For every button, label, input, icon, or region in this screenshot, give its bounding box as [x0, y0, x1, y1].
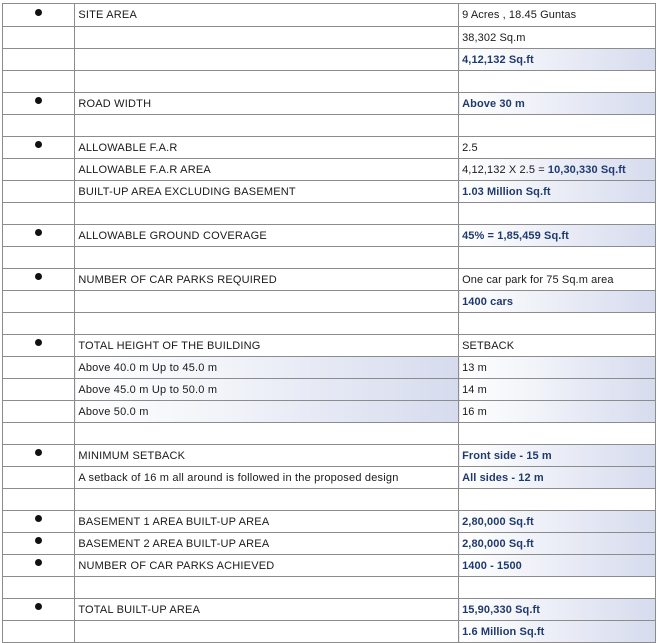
value-cell[interactable]: 9 Acres , 18.45 Guntas — [459, 4, 656, 27]
value-cell[interactable]: All sides - 12 m — [459, 467, 656, 489]
bullet-cell[interactable] — [3, 467, 75, 489]
value-cell[interactable]: 4,12,132 Sq.ft — [459, 49, 656, 71]
value-cell[interactable] — [459, 71, 656, 93]
value-cell[interactable]: 2,80,000 Sq.ft — [459, 511, 656, 533]
bullet-cell[interactable] — [3, 357, 75, 379]
value-cell[interactable] — [459, 423, 656, 445]
label-cell[interactable]: BASEMENT 1 AREA BUILT-UP AREA — [75, 511, 459, 533]
bullet-cell[interactable] — [3, 115, 75, 137]
label-cell[interactable] — [75, 489, 459, 511]
bullet-icon — [35, 141, 42, 148]
value-cell[interactable]: 1.03 Million Sq.ft — [459, 181, 656, 203]
label-cell[interactable] — [75, 577, 459, 599]
value-prefix: 4,12,132 X 2.5 = — [462, 163, 548, 176]
label-cell[interactable]: Above 50.0 m — [75, 401, 459, 423]
value-result: 10,30,330 Sq.ft — [547, 163, 626, 176]
table-row — [3, 49, 656, 71]
table-row — [3, 225, 656, 247]
bullet-cell[interactable] — [3, 533, 75, 555]
bullet-cell[interactable] — [3, 401, 75, 423]
bullet-cell[interactable] — [3, 379, 75, 401]
value-cell[interactable] — [459, 313, 656, 335]
bullet-cell[interactable] — [3, 489, 75, 511]
label-cell[interactable] — [75, 247, 459, 269]
bullet-cell[interactable] — [3, 27, 75, 49]
label-cell[interactable] — [75, 27, 459, 49]
label-cell[interactable] — [75, 313, 459, 335]
table-row — [3, 577, 656, 599]
value-cell[interactable] — [459, 247, 656, 269]
value-cell[interactable] — [459, 489, 656, 511]
label-cell[interactable]: ALLOWABLE F.A.R AREA — [75, 159, 459, 181]
table-row — [3, 599, 656, 621]
value-cell[interactable]: 2,80,000 Sq.ft — [459, 533, 656, 555]
bullet-icon — [35, 229, 42, 236]
bullet-cell[interactable] — [3, 599, 75, 621]
table-row — [3, 401, 656, 423]
table-row — [3, 467, 656, 489]
label-cell[interactable]: TOTAL BUILT-UP AREA — [75, 599, 459, 621]
label-cell[interactable]: Above 40.0 m Up to 45.0 m — [75, 357, 459, 379]
value-cell[interactable] — [459, 577, 656, 599]
value-cell[interactable] — [459, 159, 656, 181]
bullet-cell[interactable] — [3, 335, 75, 357]
value-cell[interactable]: 13 m — [459, 357, 656, 379]
site-data-table-body — [3, 4, 656, 643]
site-data-table — [2, 3, 656, 643]
bullet-cell[interactable] — [3, 93, 75, 115]
label-cell[interactable] — [75, 423, 459, 445]
table-row — [3, 313, 656, 335]
value-cell[interactable] — [459, 115, 656, 137]
table-row — [3, 445, 656, 467]
label-cell[interactable]: Above 45.0 m Up to 50.0 m — [75, 379, 459, 401]
value-cell[interactable]: 38,302 Sq.m — [459, 27, 656, 49]
table-row — [3, 4, 656, 27]
value-cell[interactable]: Above 30 m — [459, 93, 656, 115]
bullet-cell[interactable] — [3, 49, 75, 71]
value-cell[interactable]: One car park for 75 Sq.m area — [459, 269, 656, 291]
bullet-cell[interactable] — [3, 71, 75, 93]
label-cell[interactable]: A setback of 16 m all around is followed in the proposed design — [75, 467, 459, 489]
label-cell[interactable] — [75, 115, 459, 137]
table-row — [3, 159, 656, 181]
value-cell[interactable]: 2.5 — [459, 137, 656, 159]
label-cell[interactable] — [75, 71, 459, 93]
bullet-icon — [35, 603, 42, 610]
bullet-cell[interactable] — [3, 621, 75, 643]
value-cell[interactable]: 1400 cars — [459, 291, 656, 313]
table-row — [3, 115, 656, 137]
table-row — [3, 93, 656, 115]
value-cell[interactable]: 16 m — [459, 401, 656, 423]
label-cell[interactable]: NUMBER OF CAR PARKS ACHIEVED — [75, 555, 459, 577]
label-cell[interactable] — [75, 203, 459, 225]
table-row — [3, 27, 656, 49]
table-row — [3, 71, 656, 93]
value-cell[interactable] — [459, 203, 656, 225]
label-cell[interactable] — [75, 49, 459, 71]
table-row — [3, 335, 656, 357]
bullet-cell[interactable] — [3, 555, 75, 577]
value-cell[interactable]: Front side - 15 m — [459, 445, 656, 467]
value-cell[interactable]: 1.6 Million Sq.ft — [459, 621, 656, 643]
bullet-icon — [35, 97, 42, 104]
table-row — [3, 511, 656, 533]
bullet-cell[interactable] — [3, 511, 75, 533]
table-row — [3, 181, 656, 203]
bullet-cell[interactable] — [3, 247, 75, 269]
table-row — [3, 379, 656, 401]
bullet-icon — [35, 273, 42, 280]
table-row — [3, 137, 656, 159]
label-cell[interactable]: ALLOWABLE GROUND COVERAGE — [75, 225, 459, 247]
bullet-cell[interactable] — [3, 4, 75, 27]
bullet-cell[interactable] — [3, 423, 75, 445]
table-row — [3, 489, 656, 511]
value-cell[interactable]: 1400 - 1500 — [459, 555, 656, 577]
table-row — [3, 203, 656, 225]
value-cell[interactable]: 45% = 1,85,459 Sq.ft — [459, 225, 656, 247]
bullet-icon — [35, 9, 42, 16]
table-row — [3, 533, 656, 555]
label-cell[interactable]: NUMBER OF CAR PARKS REQUIRED — [75, 269, 459, 291]
table-row — [3, 291, 656, 313]
bullet-cell[interactable] — [3, 291, 75, 313]
label-cell[interactable]: SITE AREA — [75, 4, 459, 27]
table-row — [3, 621, 656, 643]
label-cell[interactable]: ROAD WIDTH — [75, 93, 459, 115]
table-row — [3, 247, 656, 269]
label-cell[interactable]: BASEMENT 2 AREA BUILT-UP AREA — [75, 533, 459, 555]
bullet-cell[interactable] — [3, 225, 75, 247]
bullet-cell[interactable] — [3, 313, 75, 335]
table-row — [3, 269, 656, 291]
bullet-icon — [35, 559, 42, 566]
bullet-icon — [35, 515, 42, 522]
label-cell[interactable] — [75, 291, 459, 313]
value-cell[interactable]: SETBACK — [459, 335, 656, 357]
bullet-icon — [35, 449, 42, 456]
bullet-cell[interactable] — [3, 445, 75, 467]
label-cell[interactable]: TOTAL HEIGHT OF THE BUILDING — [75, 335, 459, 357]
bullet-cell[interactable] — [3, 269, 75, 291]
value-cell[interactable]: 15,90,330 Sq.ft — [459, 599, 656, 621]
table-row — [3, 423, 656, 445]
bullet-cell[interactable] — [3, 181, 75, 203]
label-cell[interactable]: MINIMUM SETBACK — [75, 445, 459, 467]
value-cell[interactable]: 14 m — [459, 379, 656, 401]
label-cell[interactable]: BUILT-UP AREA EXCLUDING BASEMENT — [75, 181, 459, 203]
bullet-cell[interactable] — [3, 159, 75, 181]
bullet-cell[interactable] — [3, 137, 75, 159]
bullet-cell[interactable] — [3, 577, 75, 599]
table-row — [3, 555, 656, 577]
label-cell[interactable] — [75, 621, 459, 643]
table-row — [3, 357, 656, 379]
bullet-icon — [35, 537, 42, 544]
label-cell[interactable]: ALLOWABLE F.A.R — [75, 137, 459, 159]
bullet-icon — [35, 339, 42, 346]
bullet-cell[interactable] — [3, 203, 75, 225]
